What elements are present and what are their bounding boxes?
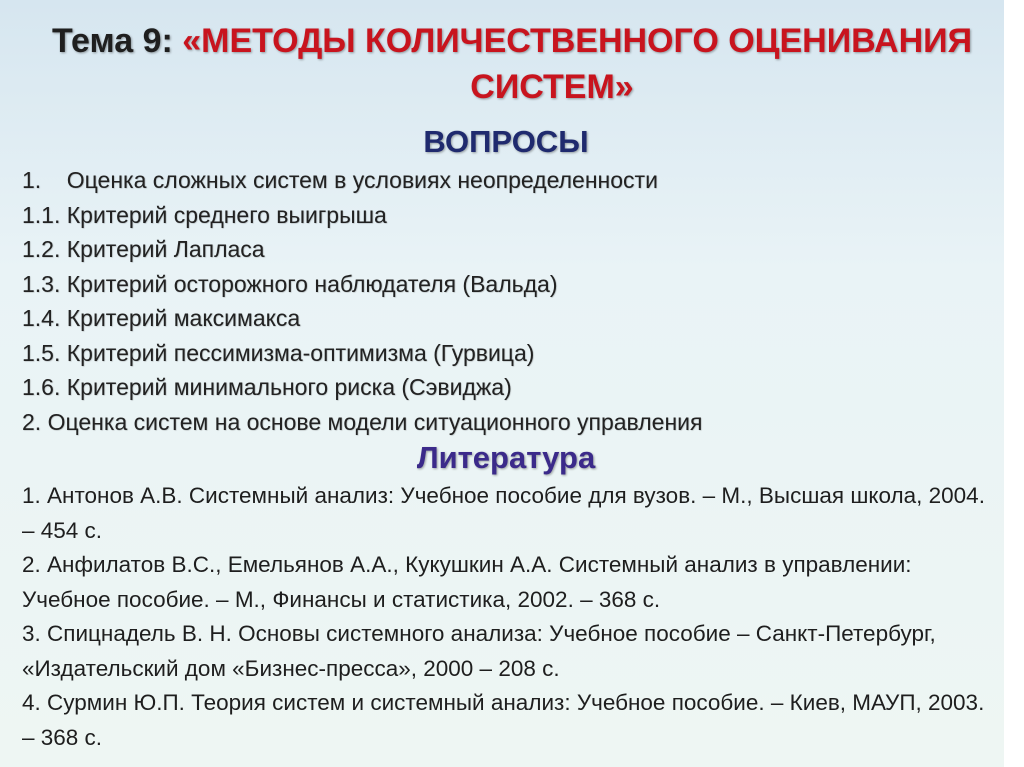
- literature-list: [22, 479, 997, 755]
- reference-item: 1. Антонов А.В. Системный анализ: Учебное пособие для вузов. – М., Высшая школа, 2004. – 454 с.: [22, 483, 985, 543]
- title-line-2: [0, 64, 1024, 110]
- title-prefix: Тема 9:: [51, 22, 173, 60]
- title-line-1: [0, 18, 1024, 64]
- reference-item: 2. Анфилатов В.С., Емельянов А.А., Кукушкин А.А. Системный анализ в управлении: Учебное пособие. – М., Финансы и статистика, 2002. – 368 с.: [22, 552, 912, 612]
- questions-heading: ВОПРОСЫ: [423, 124, 589, 159]
- title-topic-line-1: «МЕТОДЫ КОЛИЧЕСТВЕННОГО ОЦЕНИВАНИЯ: [182, 22, 973, 60]
- reference-item: 4. Сурмин Ю.П. Теория систем и системный анализ: Учебное пособие. – Киев, МАУП, 2003. – 368 с.: [22, 690, 985, 750]
- question-item: 1.3. Критерий осторожного наблюдателя (Вальда): [22, 270, 558, 297]
- question-item: 1.4. Критерий максимакса: [22, 305, 301, 331]
- question-item: 1.5. Критерий пессимизма-оптимизма (Гурвица): [22, 339, 535, 366]
- title-topic-line-2: СИСТЕМ»: [470, 68, 634, 106]
- question-item: 1.6. Критерий минимального риска (Сэвиджа): [22, 374, 512, 400]
- literature-heading: Литература: [416, 440, 596, 475]
- question-item: 1.1. Критерий среднего выигрыша: [22, 201, 387, 228]
- slide-title: [0, 18, 1024, 110]
- question-item: 1.2. Критерий Лапласа: [22, 236, 265, 262]
- question-item: 2. Оценка систем на основе модели ситуационного управления: [22, 408, 703, 435]
- question-item: 1. Оценка сложных систем в условиях неопределенности: [22, 167, 658, 193]
- reference-item: 3. Спицнадель В. Н. Основы системного анализа: Учебное пособие – Санкт-Петербург, «Издательский дом «Бизнес-пресса», 2000 – 208 с.: [22, 621, 936, 681]
- questions-list: [22, 163, 997, 439]
